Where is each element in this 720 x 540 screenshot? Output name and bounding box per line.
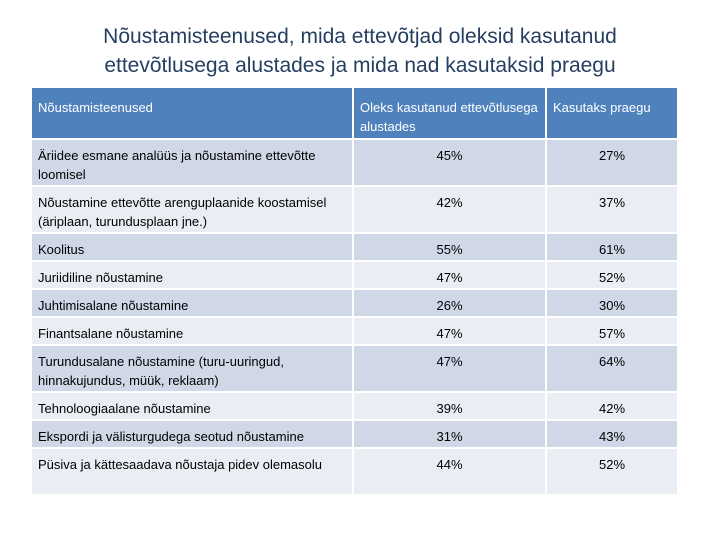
would-have-used-cell: 47% (354, 346, 545, 391)
would-have-used-cell: 45% (354, 140, 545, 185)
table-row (32, 140, 677, 185)
service-cell: Finantsalane nõustamine (32, 318, 352, 344)
would-have-used-cell: 42% (354, 187, 545, 232)
would-use-now-cell: 52% (547, 262, 677, 288)
table-row (32, 234, 677, 260)
service-cell: Turundusalane nõustamine (turu-uuringud, hinnakujundus, müük, reklaam) (32, 346, 352, 391)
would-have-used-cell: 47% (354, 318, 545, 344)
header-services: Nõustamisteenused (32, 88, 352, 138)
table-header-row (32, 88, 677, 138)
service-cell: Koolitus (32, 234, 352, 260)
header-would-use-now: Kasutaks praegu (547, 88, 677, 138)
table-row (32, 346, 677, 391)
table-row (32, 262, 677, 288)
would-use-now-cell: 42% (547, 393, 677, 419)
header-would-have-used: Oleks kasutanud ettevõtlusega alustades (354, 88, 545, 138)
table-row (32, 187, 677, 232)
would-use-now-cell: 37% (547, 187, 677, 232)
would-use-now-cell: 61% (547, 234, 677, 260)
service-cell: Nõustamine ettevõtte arenguplaanide koostamisel (äriplaan, turundusplaan jne.) (32, 187, 352, 232)
would-have-used-cell: 47% (354, 262, 545, 288)
slide-title-line-2: ettevõtlusega alustades ja mida nad kasutaksid praegu (104, 54, 616, 77)
service-cell: Tehnoloogiaalane nõustamine (32, 393, 352, 419)
service-cell: Püsiva ja kättesaadava nõustaja pidev olemasolu (32, 449, 352, 494)
service-cell: Äriidee esmane analüüs ja nõustamine ettevõtte loomisel (32, 140, 352, 185)
would-have-used-cell: 26% (354, 290, 545, 316)
table-row (32, 421, 677, 447)
would-have-used-cell: 55% (354, 234, 545, 260)
would-use-now-cell: 52% (547, 449, 677, 494)
would-use-now-cell: 64% (547, 346, 677, 391)
would-have-used-cell: 44% (354, 449, 545, 494)
slide-title (0, 22, 720, 80)
table-row (32, 290, 677, 316)
would-have-used-cell: 39% (354, 393, 545, 419)
would-use-now-cell: 43% (547, 421, 677, 447)
would-use-now-cell: 30% (547, 290, 677, 316)
would-use-now-cell: 27% (547, 140, 677, 185)
service-cell: Juhtimisalane nõustamine (32, 290, 352, 316)
would-have-used-cell: 31% (354, 421, 545, 447)
service-cell: Ekspordi ja välisturgudega seotud nõustamine (32, 421, 352, 447)
services-table (30, 86, 679, 496)
service-cell: Juriidiline nõustamine (32, 262, 352, 288)
table-row (32, 449, 677, 494)
table-row (32, 318, 677, 344)
would-use-now-cell: 57% (547, 318, 677, 344)
slide-title-line-1: Nõustamisteenused, mida ettevõtjad oleksid kasutanud (103, 25, 617, 48)
table-row (32, 393, 677, 419)
